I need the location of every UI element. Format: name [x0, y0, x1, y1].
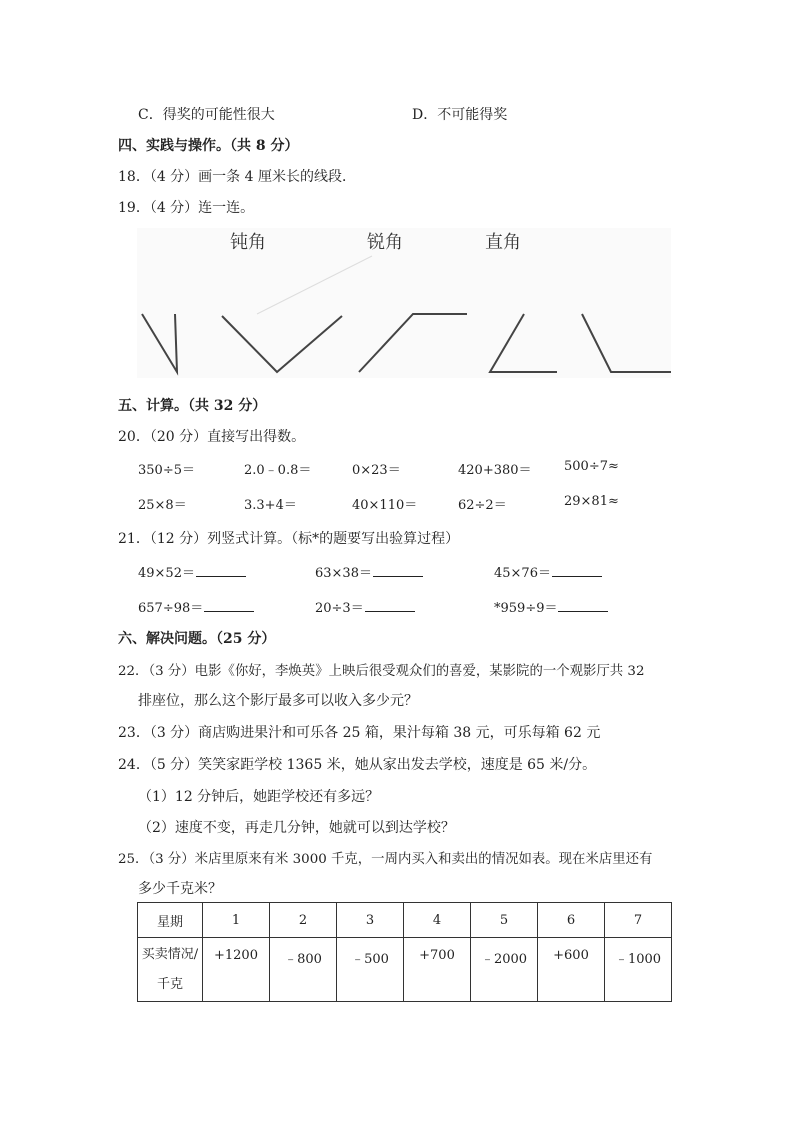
label-acute: 锐角 [367, 232, 403, 253]
angle-shape-5 [582, 314, 671, 372]
answer-blank[interactable] [552, 564, 602, 577]
q17-option-c: C．得奖的可能性很大 [138, 107, 275, 123]
table-header-row [138, 903, 672, 938]
q20-item: 62÷2＝ [458, 498, 507, 513]
angle-matching-figure [137, 228, 671, 378]
table-header-cell: 5 [471, 903, 538, 938]
label-obtuse: 钝角 [230, 232, 266, 253]
table-row-label: 买卖情况/ 千克 [138, 938, 203, 1002]
q21-item: *959÷9＝ [494, 597, 608, 616]
table-header-cell: 2 [270, 903, 337, 938]
q20-item: 350÷5＝ [138, 463, 195, 478]
q20-item: 29×81≈ [564, 494, 619, 509]
answer-blank[interactable] [558, 599, 608, 612]
question-21: 21．（12 分）列竖式计算。（标*的题要写出验算过程） [118, 531, 460, 547]
question-25-line1: 25．（3 分）米店里原来有米 3000 千克，一周内买入和卖出的情况如表。现在米店里还有 [118, 852, 653, 867]
q20-item: 420+380＝ [458, 463, 532, 478]
q21-item: 49×52＝ [138, 562, 246, 581]
table-cell: +1200 [203, 938, 270, 1002]
table-header-cell: 7 [605, 903, 672, 938]
table-cell: ﹣800 [270, 938, 337, 1002]
table-cell: ﹣2000 [471, 938, 538, 1002]
question-24: 24．（5 分）笑笑家距学校 1365 米，她从家出发去学校，速度是 65 米/分。 [118, 757, 597, 773]
angle-shape-1 [142, 314, 177, 372]
faint-scan-line [257, 256, 372, 314]
table-header-cell: 6 [538, 903, 605, 938]
question-23: 23．（3 分）商店购进果汁和可乐各 25 箱，果汁每箱 38 元，可乐每箱 62 元 [118, 725, 601, 741]
question-22-line2: 排座位，那么这个影厅最多可以收入多少元？ [138, 693, 418, 709]
table-cell: ﹣1000 [605, 938, 672, 1002]
question-18: 18．（4 分）画一条 4 厘米长的线段． [118, 169, 356, 185]
answer-blank[interactable] [373, 564, 423, 577]
question-22-line1: 22．（3 分）电影《你好，李焕英》上映后很受观众们的喜爱，某影院的一个观影厅共 32 [118, 664, 645, 679]
answer-blank[interactable] [196, 564, 246, 577]
question-19: 19．（4 分）连一连。 [118, 200, 255, 216]
question-25-line2: 多少千克米？ [138, 881, 222, 897]
q21-item: 20÷3＝ [315, 597, 415, 616]
label-right: 直角 [485, 232, 521, 253]
q21-item: 63×38＝ [315, 562, 423, 581]
q20-item: 3.3+4＝ [244, 498, 297, 513]
table-header-cell: 3 [337, 903, 404, 938]
answer-blank[interactable] [204, 599, 254, 612]
answer-blank[interactable] [365, 599, 415, 612]
section-4-title: 四、实践与操作。（共 8 分） [118, 138, 299, 154]
q20-item: 0×23＝ [352, 463, 401, 478]
angle-shape-2 [222, 316, 342, 372]
angle-shape-3 [359, 314, 467, 372]
table-cell: +600 [538, 938, 605, 1002]
question-24-part-2: （2）速度不变，再走几分钟，她就可以到达学校？ [138, 820, 455, 836]
table-row [138, 938, 672, 1002]
question-20: 20．（20 分）直接写出得数。 [118, 429, 306, 445]
q17-option-d: D．不可能得奖 [412, 107, 508, 123]
table-cell: ﹣500 [337, 938, 404, 1002]
rice-trade-table [137, 902, 672, 1002]
table-header-cell: 4 [404, 903, 471, 938]
section-6-title: 六、解决问题。（25 分） [118, 631, 276, 647]
angle-shape-4 [490, 314, 557, 372]
table-header-cell: 星期 [138, 903, 203, 938]
q21-item: 657÷98＝ [138, 597, 254, 616]
angle-drawings [137, 228, 671, 378]
q21-item: 45×76＝ [494, 562, 602, 581]
q20-item: 25×8＝ [138, 498, 187, 513]
question-24-part-1: （1）12 分钟后，她距学校还有多远？ [138, 789, 380, 805]
q20-item: 40×110＝ [352, 498, 418, 513]
section-5-title: 五、计算。（共 32 分） [118, 398, 267, 414]
q20-item: 2.0﹣0.8＝ [244, 463, 312, 478]
table-cell: +700 [404, 938, 471, 1002]
q20-item: 500÷7≈ [564, 459, 619, 474]
table-header-cell: 1 [203, 903, 270, 938]
